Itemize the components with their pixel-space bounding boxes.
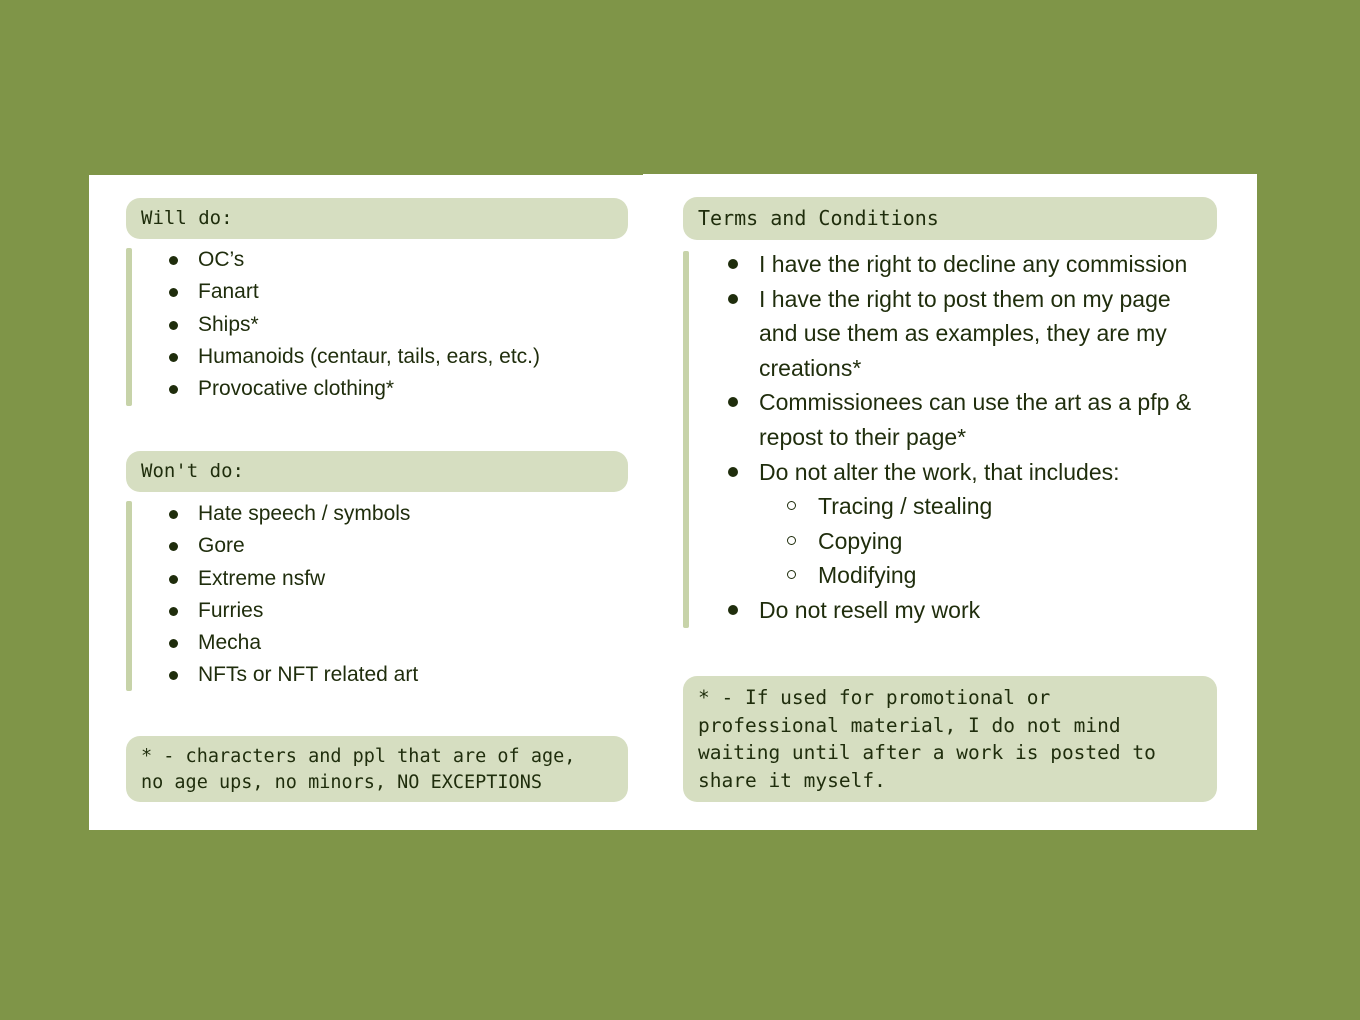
list-item: Humanoids (centaur, tails, ears, etc.) [126,341,626,373]
bullet-icon [169,607,178,616]
list-item: Gore [126,530,626,562]
bullet-icon [728,294,738,304]
list-item: Extreme nsfw [126,563,626,595]
hollow-bullet-icon [787,570,796,579]
list-item: Ships* [126,309,626,341]
wont-do-heading: Won't do: [126,451,628,492]
bullet-icon [169,575,178,584]
terms-heading: Terms and Conditions [683,197,1217,240]
will-do-heading: Will do: [126,198,628,239]
age-note: * - characters and ppl that are of age, no age ups, no minors, NO EXCEPTIONS [126,736,628,802]
bullet-icon [169,639,178,648]
bullet-icon [728,259,738,269]
terms-list [683,247,1213,628]
bullet-icon [728,605,738,615]
hollow-bullet-icon [787,501,796,510]
bullet-icon [169,256,178,265]
bullet-icon [169,671,178,680]
alteration-sublist [759,489,1213,593]
promotional-note: * - If used for promotional or professional material, I do not mind waiting until after a work is posted to share it myself. [683,676,1217,802]
bullet-icon [728,397,738,407]
bullet-icon [169,321,178,330]
left-card [89,175,645,830]
list-item: I have the right to decline any commission [683,247,1213,282]
list-item: Provocative clothing* [126,373,626,405]
hollow-bullet-icon [787,536,796,545]
bullet-icon [728,467,738,477]
list-item: I have the right to post them on my page and use them as examples, they are my creations* [683,282,1213,386]
sub-list-item: Modifying [759,558,1213,593]
bullet-icon [169,542,178,551]
bullet-icon [169,288,178,297]
bullet-icon [169,510,178,519]
list-item: Do not resell my work [683,593,1213,628]
bullet-icon [169,353,178,362]
list-item: Commissionees can use the art as a pfp & repost to their page* [683,385,1213,454]
sub-list-item: Copying [759,524,1213,559]
list-item: Do not alter the work, that includes: Tracing / stealing Copying Modifying [683,455,1213,593]
list-item: Fanart [126,276,626,308]
list-item: Hate speech / symbols [126,498,626,530]
right-card [643,174,1257,830]
will-do-list [126,244,626,405]
list-item: Furries [126,595,626,627]
list-item: NFTs or NFT related art [126,659,626,691]
sub-list-item: Tracing / stealing [759,489,1213,524]
list-item: Mecha [126,627,626,659]
list-item: OC’s [126,244,626,276]
wont-do-list [126,498,626,692]
bullet-icon [169,385,178,394]
